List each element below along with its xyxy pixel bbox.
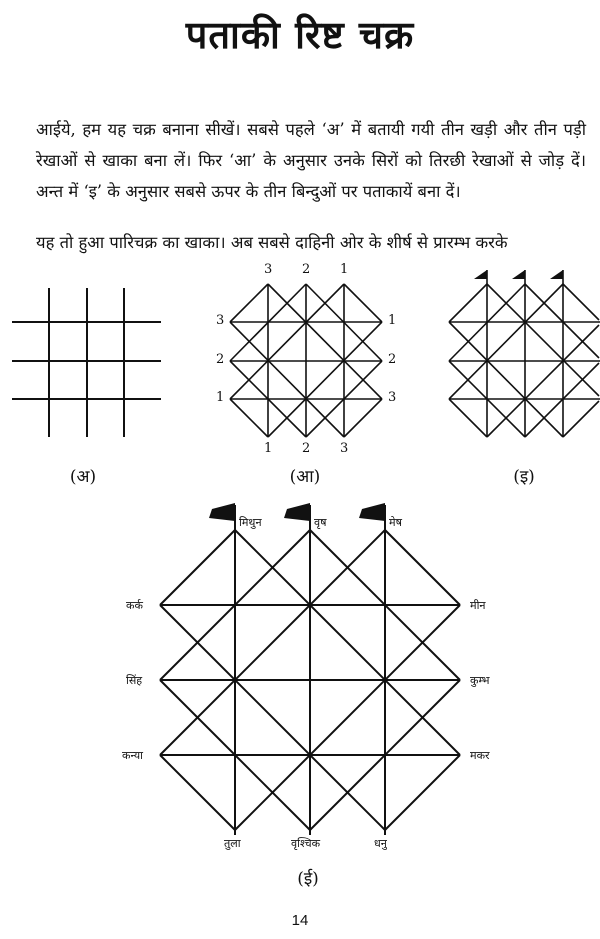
- flag-icon: [359, 503, 385, 521]
- fig-aa-right-label: 2: [388, 352, 397, 367]
- caption-i: (इ): [513, 467, 535, 487]
- caption-a: (अ): [69, 467, 97, 487]
- fig-aa-bottom-label: 3: [340, 441, 349, 456]
- rashi-kark: कर्क: [126, 599, 143, 612]
- rashi-tula: तुला: [224, 837, 241, 850]
- paragraph-2: यह तो हुआ पारिचक्र का खाका। अब सबसे दाहिनी ओर के शीर्ष से प्रारम्भ करके: [36, 233, 508, 252]
- page-number: 14: [291, 912, 309, 929]
- flag-icon: [474, 270, 487, 279]
- flag-icon: [284, 503, 310, 521]
- rashi-singh: सिंह: [126, 674, 143, 687]
- figure-i-diagram: [449, 270, 600, 437]
- rashi-vrishchik: वृश्चिक: [291, 837, 321, 850]
- rashi-kanya: कन्या: [122, 749, 143, 762]
- fig-aa-left-label: 2: [216, 352, 225, 367]
- fig-aa-bottom-label: 1: [264, 441, 273, 456]
- rashi-vrish: वृष: [314, 516, 327, 529]
- paragraph-1: आईये, हम यह चक्र बनाना सीखें। सबसे पहले ‘अ’ में बतायी गयी तीन खड़ी और तीन पड़ी रेखाओं से खाका बना लें। फिर ‘आ’ के अनुसार उनके सिरों को तिरछी रेखाओं से जोड़ दें। अन्त में ‘इ’ के अनुसार सबसे ऊपर के तीन बिन्दुओं पर पताकायें बना दें।: [36, 120, 586, 201]
- rashi-dhanu: धनु: [374, 837, 387, 850]
- rashi-mithun: मिथुन: [239, 516, 262, 529]
- rashi-kumbh: कुम्भ: [470, 674, 490, 687]
- figure-aa-diagram: [230, 284, 382, 437]
- caption-aa: (आ): [289, 467, 321, 487]
- caption-ii: (ई): [297, 869, 319, 889]
- fig-aa-right-label: 3: [388, 390, 397, 405]
- fig-aa-top-label: 3: [264, 262, 273, 277]
- flag-icon: [550, 270, 563, 279]
- rashi-mesh: मेष: [389, 516, 402, 529]
- rashi-makar: मकर: [470, 749, 490, 762]
- fig-aa-right-label: 1: [388, 313, 397, 328]
- page-title: पताकी रिष्ट चक्र: [185, 12, 415, 57]
- figure-a-grid: [12, 288, 161, 437]
- figure-ii-diagram: [160, 505, 460, 835]
- flag-icon: [512, 270, 525, 279]
- fig-aa-top-label: 1: [340, 262, 349, 277]
- fig-aa-top-label: 2: [302, 262, 311, 277]
- rashi-meen: मीन: [470, 599, 486, 612]
- fig-aa-left-label: 1: [216, 390, 225, 405]
- fig-aa-left-label: 3: [216, 313, 225, 328]
- fig-aa-bottom-label: 2: [302, 441, 311, 456]
- flag-icon: [209, 503, 235, 521]
